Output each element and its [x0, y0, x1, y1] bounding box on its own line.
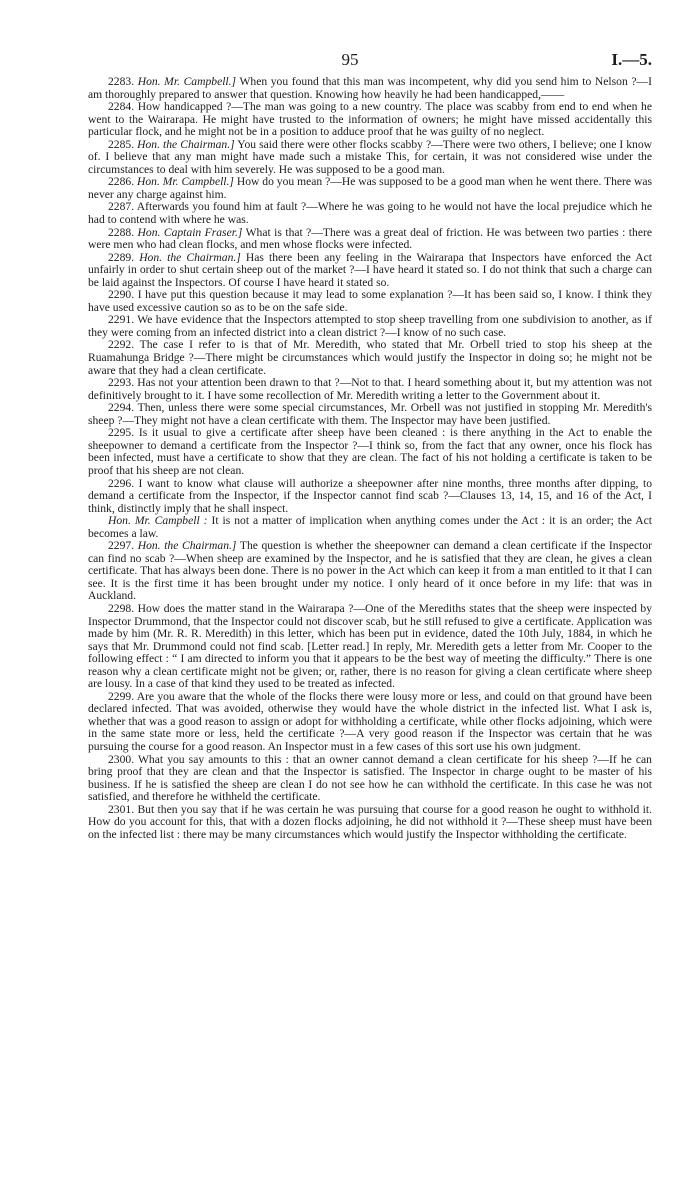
speaker: Hon. Mr. Campbell :: [108, 514, 208, 528]
paragraph: [88, 101, 652, 139]
paragraph: [88, 540, 652, 603]
paragraph: [88, 603, 652, 691]
paragraph-text: Is it usual to give a certificate after sheep have been cleaned : is there anything in the Act to enable the sheepowner to demand a certificate from the Inspector ?—I think so, from the fact that any owner, once his flock has been infected, must have a certificate to show that they are clean. The fact of his not holding a certificate is taken to be proof that his sheep are not clean.: [88, 426, 652, 477]
paragraph-text: I have put this question because it may lead to some explanation ?—It has been said so, I know. I think they have used excessive caution so as to be on the safe side.: [88, 288, 652, 314]
paragraph-text: How do you mean ?—He was supposed to be a good man when he went there. There was never any charge against him.: [88, 175, 652, 201]
paragraph: [88, 139, 652, 177]
paragraph-text: The question is whether the sheepowner can demand a clean certificate if the Inspector can find no scab ?—When sheep are examined by the Inspector, and he is satisfied that they are clean, he gives a clean certificate. That has always been done. There is no power in the Act which can keep it from a man entitled to it that I can see. It is the first time it has been brought under my notice. I only heard of it once before in my life: that was in Auckland.: [88, 539, 652, 603]
paragraph: [88, 176, 652, 201]
question-number: 2290.: [108, 288, 135, 302]
paragraph-text: The case I refer to is that of Mr. Meredith, who stated that Mr. Orbell tried to stop his sheep at the Ruamahunga Bridge ?—There might be circumstances which would justify the Inspector in doing so; he might not be aware that they had a clean certificate.: [88, 338, 652, 377]
speaker: Hon. Mr. Campbell.]: [137, 175, 234, 189]
speaker: Hon. the Chairman.]: [137, 137, 235, 151]
paragraph: [88, 201, 652, 226]
paragraph: [88, 339, 652, 377]
paragraph: [88, 314, 652, 339]
paragraph-text: It is not a matter of implication when anything comes under the Act : it is an order; the Act becomes a law.: [88, 514, 652, 540]
speaker: Hon. the Chairman.]: [137, 539, 237, 553]
question-number: 2296.: [108, 476, 135, 490]
question-number: 2293.: [108, 376, 135, 390]
question-number: 2294.: [108, 401, 135, 415]
speaker: Hon. Captain Fraser.]: [137, 225, 243, 239]
question-number: 2285.: [108, 137, 135, 151]
paragraph-text: How does the matter stand in the Wairarapa ?—One of the Merediths states that the sheep were inspected by Inspector Drummond, that the Inspector could not discover scab, but he still refused to give a certificate. Application was made by him (Mr. R. R. Meredith) in this letter, which has been put in evidence, dated the 10th July, 1884, in which he says that Mr. Drummond could not find scab. [Letter read.] In reply, Mr. Meredith gets a letter from Mr. Cooper to the following effect : “ I am directed to inform you that it appears to be the best way of meeting the difficulty.” There is one reason why a clean certificate might not be given; or, rather, there is no reason for giving a clean certificate where sheep are lousy. In a case of that kind they used to be treated as infected.: [88, 601, 652, 691]
question-number: 2291.: [108, 313, 135, 327]
paragraph-text: We have evidence that the Inspectors attempted to stop sheep travelling from one subdivision to another, as if they were coming from an infected district into a clean district ?—I know of no such case.: [88, 313, 652, 339]
question-number: 2284.: [108, 100, 135, 114]
paragraph: [88, 252, 652, 290]
page-number: 95: [341, 50, 359, 69]
question-number: 2283.: [108, 75, 135, 88]
question-number: 2286.: [108, 175, 135, 189]
paragraph-text: Then, unless there were some special circumstances, Mr. Orbell was not justified in stopping Mr. Meredith's sheep ?—They might not have a clean certificate with them. The Inspector may have been justified.: [88, 401, 652, 427]
paragraph-text: I want to know what clause will authorize a sheepowner after nine months, three months after dipping, to demand a certificate from the Inspector, if the Inspector cannot find scab ?—Clauses 13, 14, 15, and 16 of the Act, I think, distinctly imply that he shall inspect.: [88, 476, 653, 515]
paragraph: [88, 289, 652, 314]
evidence-transcript: [88, 76, 652, 841]
speaker: Hon. Mr. Campbell.]: [137, 75, 237, 88]
paragraph-text: You said there were other flocks scabby ?—There were two others, I believe; one I know of. I believe that any man might have made such a mistake This, for certain, it was not considered wise under the circumstances to deal with him severely. He was supposed to be a good man.: [88, 137, 653, 176]
paragraph-text: What is that ?—There was a great deal of friction. He was between two parties : there were men who had clean flocks, and men whose flocks were infected.: [88, 225, 652, 252]
question-number: 2297.: [108, 539, 135, 553]
paragraph: [88, 515, 652, 540]
question-number: 2300.: [108, 752, 135, 766]
paragraph-text: Has not your attention been drawn to that ?—Not to that. I heard something about it, but my attention was not definitively brought to it. I have some recollection of Mr. Meredith writing a letter to the Government about it.: [88, 376, 652, 402]
question-number: 2301.: [108, 802, 135, 816]
paragraph-text: What you say amounts to this : that an owner cannot demand a clean certificate for his sheep ?—If he can bring proof that they are clean and that the Inspector is satisfied. The Inspector in charge ought to be master of his business. If he is satisfied the sheep are clean I do not see how he can withhold the certificate. In this case he was not satisfied, and therefore he withheld the certificate.: [88, 752, 652, 804]
paragraph: [88, 402, 652, 427]
paragraph-text: When you found that this man was incompetent, why did you send him to Nelson ?—I am thoroughly prepared to answer that question. Knowing how heavily he had been handicapped,——: [88, 75, 652, 101]
question-number: 2298.: [108, 601, 135, 615]
paragraph-text: Afterwards you found him at fault ?—Where he was going to he would not have the local prejudice which he had to contend with where he was.: [88, 200, 652, 227]
speaker: Hon. the Chairman.]: [139, 250, 241, 264]
question-number: 2299.: [108, 689, 135, 703]
question-number: 2295.: [108, 426, 135, 440]
question-number: 2288.: [108, 225, 135, 239]
paragraph: [88, 377, 652, 402]
question-number: 2287.: [108, 200, 135, 214]
paragraph: [88, 754, 652, 804]
paragraph: [88, 478, 652, 516]
question-number: 2289.: [108, 250, 135, 264]
paragraph-text: But then you say that if he was certain he was pursuing that course for a good reason he ought to withhold it. How do you account for this, that with a dozen flocks adjoining, he did not withhold it ?—These sheep must have been on the infected list : there may be many circumstances which would justify the Inspector withholding the certificate.: [88, 802, 652, 841]
document-reference: I.—5.: [611, 50, 652, 69]
paragraph-text: Are you aware that the whole of the flocks there were lousy more or less, and could on that ground have been declared infected. That was avoided, otherwise they would have the whole district in the infected list. What I ask is, whether that was a good reason to assign or adopt for withholding a certificate, while other flocks adjoining, which were in the same state more or less, held the certificate ?—A very good reason if the Inspector was certain that he was pursuing the course for a good reason. An Inspector must in a few cases of this sort use his own judgment.: [88, 689, 652, 753]
paragraph: [88, 76, 652, 101]
paragraph-text: Has there been any feeling in the Wairarapa that Inspectors have enforced the Act unfairly in order to shut certain sheep out of the market ?—I have heard it stated so. I do not think that such a charge can be laid against the Inspectors. Of course I have heard it stated so.: [88, 250, 652, 289]
paragraph: [88, 227, 652, 252]
paragraph: [88, 804, 652, 842]
question-number: 2292.: [108, 338, 135, 352]
paragraph: [88, 427, 652, 477]
paragraph: [88, 691, 652, 754]
paragraph-text: How handicapped ?—The man was going to a new country. The place was scabby from end to end when he went to the Wairarapa. He might have trusted to the information of owners; he might have missed accidentally this particular flock, and he might not be in a position to adduce proof that he was guilty of no neglect.: [88, 100, 652, 139]
